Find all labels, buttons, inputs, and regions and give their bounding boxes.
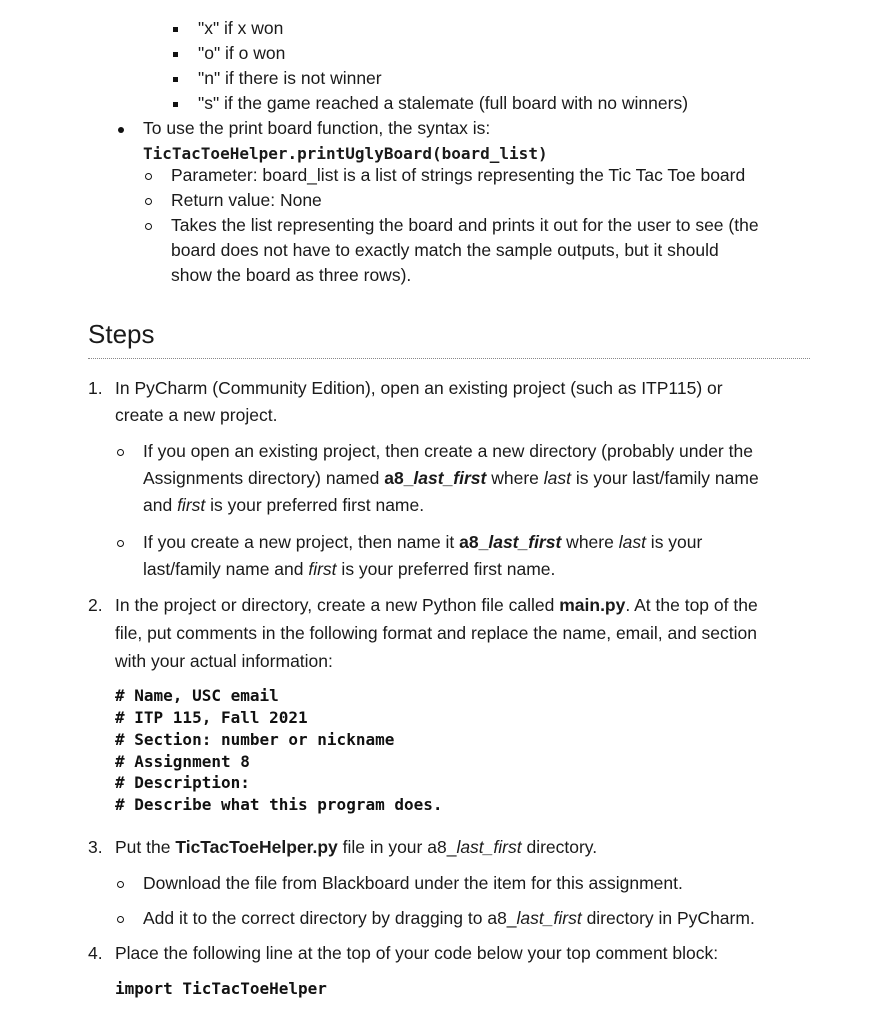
substep-text: Download the file from Blackboard under the item for this assignment. bbox=[143, 873, 683, 893]
step-text: Place the following line at the top of your code below your top comment block: bbox=[115, 943, 719, 963]
code-line: # Section: number or nickname bbox=[115, 730, 395, 749]
square-bullet-icon bbox=[173, 102, 178, 107]
circle-bullet-icon bbox=[145, 173, 152, 180]
substep-text: Assignments directory) named a8_last_first where last is your last/family name bbox=[143, 468, 759, 488]
circle-bullet-icon bbox=[145, 198, 152, 205]
takes-text-line: board does not have to exactly match the sample outputs, but it should bbox=[171, 240, 719, 260]
substep-text: If you open an existing project, then create a new directory (probably under the bbox=[143, 441, 753, 461]
heading-divider bbox=[88, 358, 810, 359]
substep-text: Add it to the correct directory by dragging to a8_last_first directory in PyCharm. bbox=[143, 908, 755, 928]
substep-text: If you create a new project, then name it a8_last_first where last is your bbox=[143, 532, 703, 552]
step-text: In PyCharm (Community Edition), open an existing project (such as ITP115) or bbox=[115, 378, 723, 398]
takes-text-line: Takes the list representing the board and prints it out for the user to see (the bbox=[171, 215, 759, 235]
circle-bullet-icon bbox=[117, 449, 124, 456]
substep-text: and first is your preferred first name. bbox=[143, 495, 425, 515]
step-number: 3. bbox=[88, 837, 103, 857]
circle-bullet-icon bbox=[145, 223, 152, 230]
code-line: # Name, USC email bbox=[115, 686, 279, 705]
substep-text: last/family name and first is your preferred first name. bbox=[143, 559, 556, 579]
step-text: In the project or directory, create a new Python file called main.py. At the top of the bbox=[115, 595, 758, 615]
returns-item: "n" if there is not winner bbox=[198, 68, 382, 88]
print-board-syntax: TicTacToeHelper.printUglyBoard(board_list) bbox=[143, 144, 548, 163]
square-bullet-icon bbox=[173, 77, 178, 82]
square-bullet-icon bbox=[173, 27, 178, 32]
circle-bullet-icon bbox=[117, 881, 124, 888]
takes-text-line: show the board as three rows). bbox=[171, 265, 412, 285]
square-bullet-icon bbox=[173, 52, 178, 57]
circle-bullet-icon bbox=[117, 540, 124, 547]
print-board-intro: To use the print board function, the syntax is: bbox=[143, 118, 491, 138]
step-text: with your actual information: bbox=[115, 651, 333, 671]
round-bullet-icon bbox=[118, 127, 124, 133]
step-number: 1. bbox=[88, 378, 103, 398]
return-value-text: Return value: None bbox=[171, 190, 322, 210]
returns-item: "o" if o won bbox=[198, 43, 286, 63]
import-code-line: import TicTacToeHelper bbox=[115, 979, 327, 998]
code-line: # Description: bbox=[115, 773, 250, 792]
step-number: 2. bbox=[88, 595, 103, 615]
code-line: # Describe what this program does. bbox=[115, 795, 443, 814]
step-text: create a new project. bbox=[115, 405, 278, 425]
code-line: # ITP 115, Fall 2021 bbox=[115, 708, 308, 727]
step-number: 4. bbox=[88, 943, 103, 963]
circle-bullet-icon bbox=[117, 916, 124, 923]
parameter-text: Parameter: board_list is a list of strings representing the Tic Tac Toe board bbox=[171, 165, 746, 185]
step-text: file, put comments in the following format and replace the name, email, and section bbox=[115, 623, 758, 643]
steps-heading: Steps bbox=[88, 319, 155, 349]
step-text: Put the TicTacToeHelper.py file in your a8_last_first directory. bbox=[115, 837, 598, 857]
code-line: # Assignment 8 bbox=[115, 752, 250, 771]
returns-item: "x" if x won bbox=[198, 18, 284, 38]
returns-item: "s" if the game reached a stalemate (full board with no winners) bbox=[198, 93, 689, 113]
